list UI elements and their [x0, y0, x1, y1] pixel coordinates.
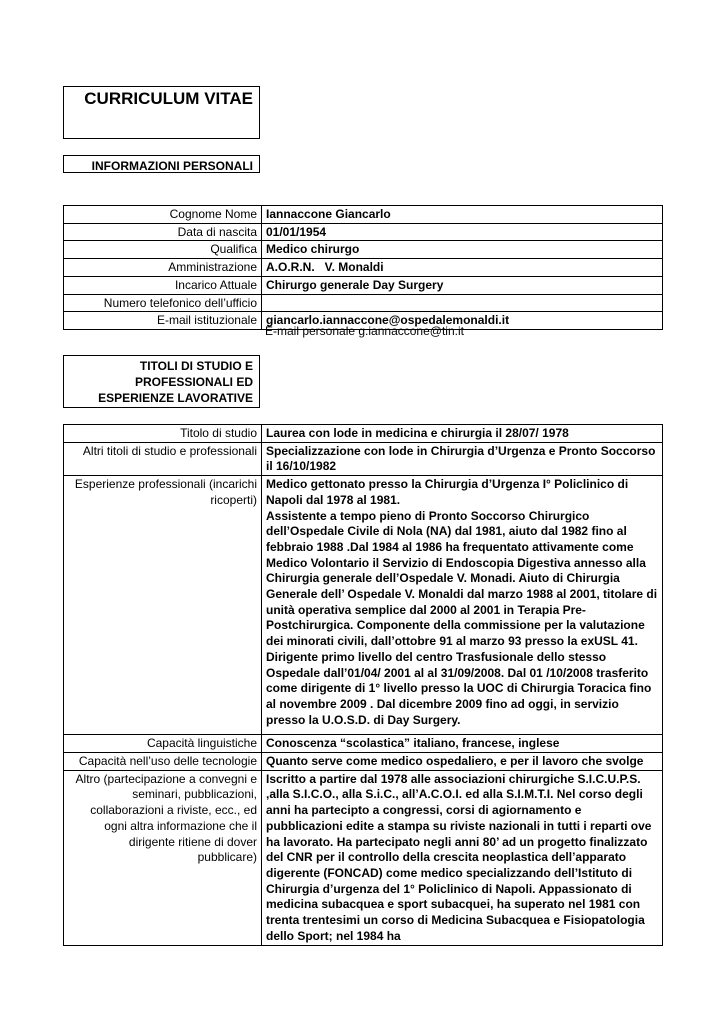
table-row	[64, 442, 663, 475]
table-row	[64, 770, 663, 945]
row-value: Iannaccone Giancarlo	[262, 206, 663, 224]
row-label: Titolo di studio	[64, 425, 262, 443]
table-row	[64, 753, 663, 771]
title-box	[63, 86, 260, 139]
section-heading-personal: INFORMAZIONI PERSONALI	[63, 155, 260, 173]
table-row	[64, 259, 663, 277]
row-label: Amministrazione	[64, 259, 262, 277]
row-value	[262, 294, 663, 312]
page-title: CURRICULUM VITAE	[84, 89, 253, 108]
section-heading-studies: TITOLI DI STUDIO E PROFESSIONALI ED ESPERIENZE LAVORATIVE	[63, 355, 260, 408]
personal-email: E-mail personale g.iannaccone@tin.it	[265, 324, 464, 338]
row-value: Medico gettonato presso la Chirurgia d’Urgenza I° Policlinico di Napoli dal 1978 al 1981. Assistente a tempo pieno di Pronto Soccorso Chirurgico dell’Ospedale Civile di Nola (NA) dal 1981, aiuto dal 1982 fino al febbraio 1988 .Dal 1984 al 1986 ha frequentato attivamente come Medico Volontario il Servizio di Endoscopia Digestiva annesso alla Chirurgia generale dell’Ospedale V. Monadi. Aiuto di Chirurgia Generale dell’ Ospedale V. Monaldi dal marzo 1988 al 2001, titolare di unità operativa semplice dal 2000 al 2001 in Terapia Pre-Postchirurgica. Componente della commissione per la valutazione dei minorati civili, dall’ottobre 91 al marzo 93 presso la exUSL 41. Dirigente primo livello del centro Trasfusionale dello stesso Ospedale dall’01/04/ 2001 al al 31/09/2008. Dal 01 /10/2008 trasferito come dirigente di 1° livello presso la UOC di Chirurgia Toracica fino al novembre 2009 . Dal dicembre 2009 fino ad oggi, in servizio presso la U.O.S.D. di Day Surgery.	[262, 476, 663, 735]
row-label: Cognome Nome	[64, 206, 262, 224]
row-label: Altri titoli di studio e professionali	[64, 442, 262, 475]
row-label: Qualifica	[64, 241, 262, 259]
table-row	[64, 425, 663, 443]
row-value: Chirurgo generale Day Surgery	[262, 276, 663, 294]
email-institutional-value: giancarlo.iannaccone@ospedalemonaldi.it	[262, 312, 663, 330]
row-value: A.O.R.N. V. Monaldi	[262, 259, 663, 277]
row-value: 01/01/1954	[262, 223, 663, 241]
row-value: Specializzazione con lode in Chirurgia d’Urgenza e Pronto Soccorso il 16/10/1982	[262, 442, 663, 475]
row-value: Laurea con lode in medicina e chirurgia il 28/07/ 1978	[262, 425, 663, 443]
row-value: Medico chirurgo	[262, 241, 663, 259]
row-label: Altro (partecipazione a convegni e seminari, pubblicazioni, collaborazioni a riviste, ecc., ed ogni altra informazione che il dirigente ritiene di dover pubblicare)	[64, 770, 262, 945]
row-value: Quanto serve come medico ospedaliero, e per il lavoro che svolge	[262, 753, 663, 771]
row-label: E-mail istituzionale	[64, 312, 262, 330]
row-value: Conoscenza “scolastica” italiano, francese, inglese	[262, 735, 663, 753]
row-label: Capacità linguistiche	[64, 735, 262, 753]
studies-table	[63, 424, 663, 946]
row-label: Data di nascita	[64, 223, 262, 241]
row-label: Numero telefonico dell’ufficio	[64, 294, 262, 312]
table-row	[64, 276, 663, 294]
row-value: Iscritto a partire dal 1978 alle associazioni chirurgiche S.I.C.U.P.S. ,alla S.I.C.O., alla S.i.C., all’A.C.O.I. ed alla S.I.M.T.I. Nel corso degli anni ha partecipto a congressi, corsi di agiornamento e pubblicazioni edite a stampa su riviste nazionali in tutti i reparti ove ha lavorato. Ha partecipato negli anni 80’ ad un progetto finalizzato del CNR per il controllo della crescita neoplastica dell’apparato digerente (FONCAD) come medico specializzando dell’Istituto di Chirurgia d’urgenza del 1° Policlinico di Napoli. Appassionato di medicina subacquea e sport subacquei, ha superato nel 1981 con trenta trentesimi un corso di Medicina Subacquea e Fisiopatologia dello Sport; nel 1984 ha	[262, 770, 663, 945]
row-label: Incarico Attuale	[64, 276, 262, 294]
row-label: Capacità nell’uso delle tecnologie	[64, 753, 262, 771]
table-row	[64, 206, 663, 224]
table-row	[64, 294, 663, 312]
table-row	[64, 241, 663, 259]
table-row	[64, 223, 663, 241]
personal-info-table	[63, 205, 663, 330]
row-label: Esperienze professionali (incarichi ricoperti)	[64, 476, 262, 735]
table-row	[64, 476, 663, 735]
table-row	[64, 735, 663, 753]
